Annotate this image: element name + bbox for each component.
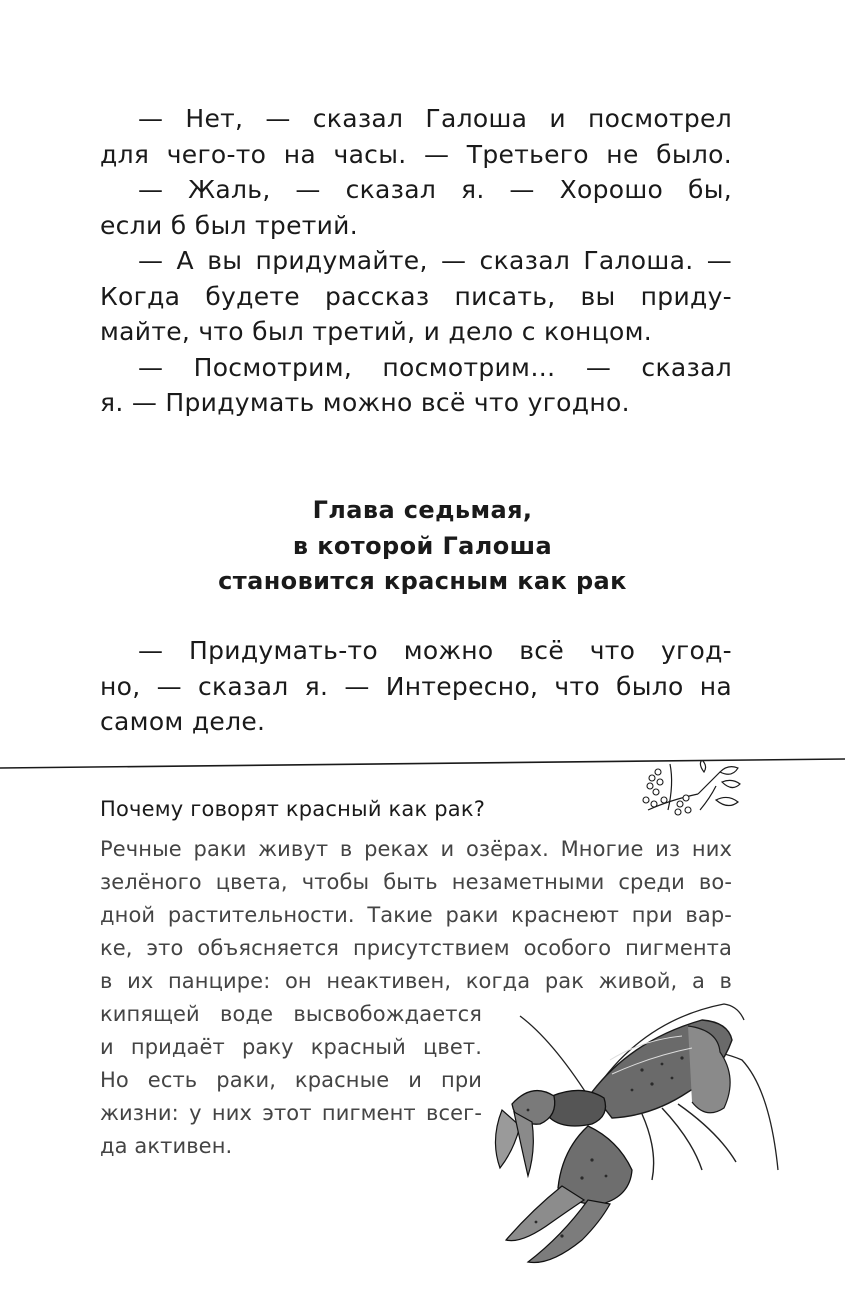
story-line: — А вы придумайте, — сказал Галоша. — [138, 246, 732, 275]
info-line: кипящей воде высвобождается [100, 1002, 482, 1026]
info-line: Речные раки живут в реках и озёрах. Многие из них [100, 837, 732, 861]
story-line: я. — Придумать можно всё что угодно. [100, 388, 630, 417]
story-line: — Жаль, — сказал я. — Хорошо бы, [138, 175, 732, 204]
info-line: и придаёт раку красный цвет. [100, 1035, 482, 1059]
info-line: ке, это объясняется присутствием особого пигмента [100, 936, 732, 960]
story-line: если б был третий. [100, 211, 358, 240]
info-box-title: Почему говорят красный как рак? [100, 797, 486, 821]
chapter-heading-line: Глава седьмая, [312, 496, 533, 524]
info-line: зелёного цвета, чтобы быть незаметными среди во- [100, 870, 732, 894]
chapter-heading-line: становится красным как рак [218, 567, 627, 595]
story-line: майте, что был третий, и дело с концом. [100, 317, 653, 346]
crayfish-illustration [492, 1000, 784, 1276]
info-line: да активен. [100, 1134, 233, 1158]
story-line: Когда будете рассказ писать, вы приду- [100, 282, 732, 311]
info-line: дной растительности. Такие раки краснеют при вар- [100, 903, 732, 927]
story-line: самом деле. [100, 707, 266, 736]
info-line: Но есть раки, красные и при [100, 1068, 482, 1092]
story-line: — Нет, — сказал Галоша и посмотрел [138, 104, 732, 133]
story-line: для чего-то на часы. — Третьего не было. [100, 140, 732, 169]
info-line: в их панцире: он неактивен, когда рак живой, а в [100, 969, 732, 993]
story-line: — Посмотрим, посмотрим… — сказал [138, 353, 732, 382]
story-line: — Придумать-то можно всё что угод- [138, 636, 732, 665]
chapter-heading-line: в которой Галоша [292, 532, 553, 560]
story-line: но, — сказал я. — Интересно, что было на [100, 672, 732, 701]
info-line: жизни: у них этот пигмент всег- [100, 1101, 482, 1125]
berry-sprig-icon [640, 760, 744, 820]
